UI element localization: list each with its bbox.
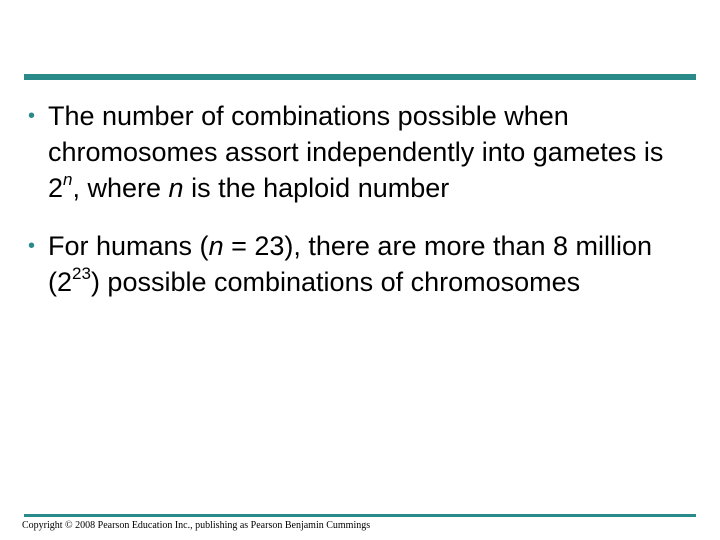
bullet-dot-icon: • bbox=[28, 235, 36, 257]
copyright-notice: Copyright © 2008 Pearson Education Inc., publishing as Pearson Benjamin Cummings bbox=[22, 520, 371, 531]
bullet-list bbox=[28, 98, 698, 322]
bullet-item-combinations bbox=[28, 98, 698, 206]
bullet-text: The number of combinations possible when chromosomes assort independently into gametes is 2$^n$, where n is the haploid number bbox=[48, 101, 664, 203]
bullet-text: For humans (n = 23), there are more than 8 million $(2^{23})$ possible combinations of chromosomes bbox=[48, 231, 653, 297]
bullet-dot-icon: • bbox=[28, 105, 36, 127]
bullet-item-humans bbox=[28, 228, 698, 300]
bottom-divider-line bbox=[24, 514, 696, 517]
top-divider-line bbox=[24, 74, 696, 80]
